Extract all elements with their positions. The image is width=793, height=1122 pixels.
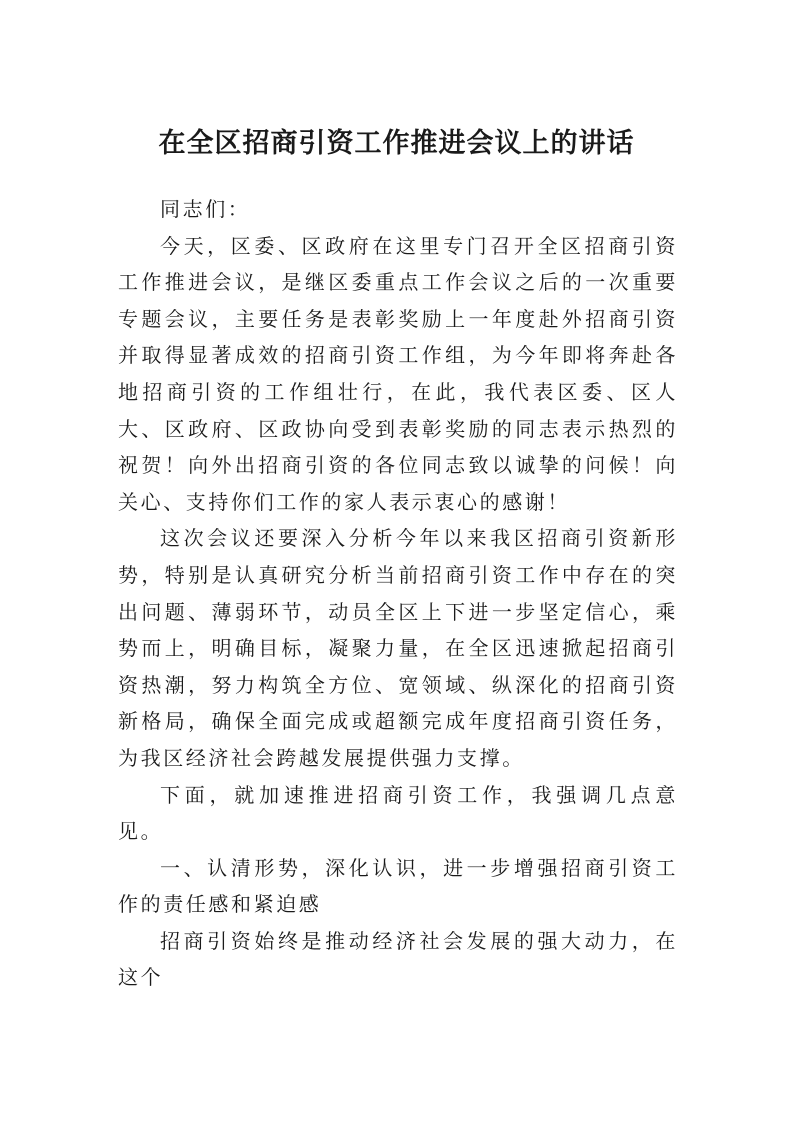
meeting-purpose-paragraph: 这次会议还要深入分析今年以来我区招商引资新形势，特别是认真研究分析当前招商引资工作中存在的突出问题、薄弱环节，动员全区上下进一步坚定信心，乘势而上，明确目标，凝聚力量，在全区迅速掀起招商引资热潮，努力构筑全方位、宽领域、纵深化的招商引资新格局，确保全面完成或超额完成年度招商引资任务，为我区经济社会跨越发展提供强力支撑。 [118, 526, 678, 770]
transition-paragraph: 下面，就加速推进招商引资工作，我强调几点意见。 [118, 782, 678, 844]
document-body [118, 191, 678, 996]
document-title: 在全区招商引资工作推进会议上的讲话 [158, 128, 635, 159]
section-heading-1: 一、认清形势，深化认识，进一步增强招商引资工作的责任感和紧迫感 [118, 855, 678, 917]
salutation-paragraph: 同志们： [160, 197, 251, 221]
opening-paragraph: 今天，区委、区政府在这里专门召开全区招商引资工作推进会议，是继区委重点工作会议之后的一次重要专题会议，主要任务是表彰奖励上一年度赴外招商引资并取得显著成效的招商引资工作组，为今年即将奔赴各地招商引资的工作组壮行，在此，我代表区委、区人大、区政府、区政协向受到表彰奖励的同志表示热烈的祝贺！向外出招商引资的各位同志致以诚挚的问候！向关心、支持你们工作的家人表示衷心的感谢！ [118, 233, 678, 514]
section-1-paragraph: 招商引资始终是推动经济社会发展的强大动力，在这个 [118, 928, 678, 990]
